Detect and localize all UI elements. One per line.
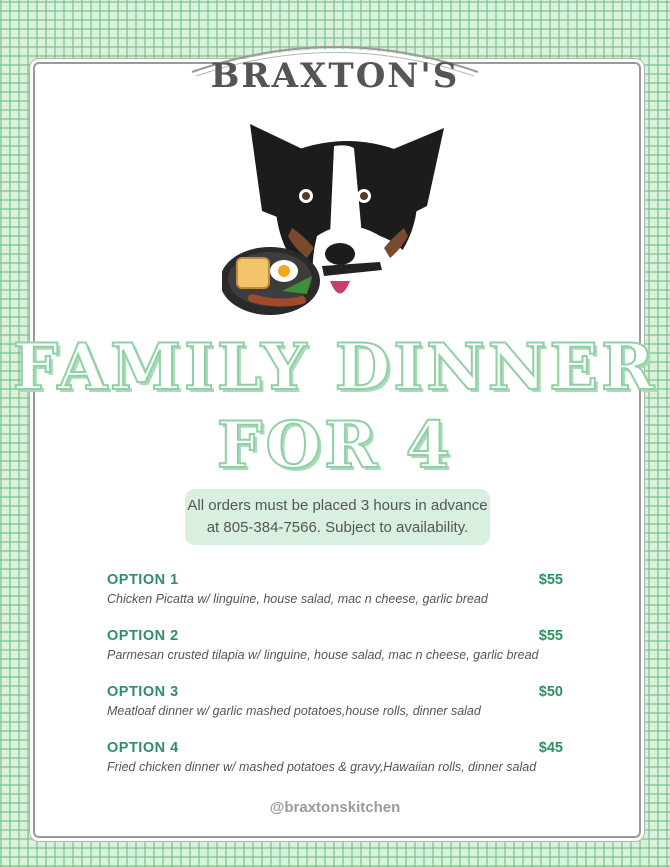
option-price: $55 — [538, 572, 563, 588]
option-title: OPTION 1 — [107, 572, 179, 588]
notice-line-1: All orders must be placed 3 hours in advance — [187, 497, 488, 514]
option-price: $55 — [538, 628, 563, 644]
option-description: Fried chicken dinner w/ mashed potatoes & gravy,Hawaiian rolls, dinner salad — [107, 760, 537, 774]
dog-with-skillet-icon — [222, 116, 452, 331]
headline-line-2: FOR 4 — [216, 408, 454, 483]
menu-option — [107, 684, 567, 740]
order-notice — [185, 489, 490, 545]
option-description: Chicken Picatta w/ linguine, house salad, mac n cheese, garlic bread — [107, 592, 488, 606]
option-title: OPTION 3 — [107, 684, 179, 700]
menu-option — [107, 628, 567, 684]
option-price: $50 — [538, 684, 563, 700]
option-description: Meatloaf dinner w/ garlic mashed potatoes,house rolls, dinner salad — [107, 704, 481, 718]
menu-options — [107, 572, 567, 796]
brand-text: BRAXTON'S — [210, 56, 460, 96]
brand-name — [0, 56, 670, 96]
notice-line-2: at 805-384-7566. Subject to availability. — [206, 519, 469, 536]
social-handle: @braxtonskitchen — [269, 799, 401, 816]
menu-option — [107, 572, 567, 628]
option-title: OPTION 2 — [107, 628, 179, 644]
headline-line-1: FAMILY DINNER — [12, 330, 658, 405]
option-title: OPTION 4 — [107, 740, 179, 756]
option-price: $45 — [538, 740, 563, 756]
option-description: Parmesan crusted tilapia w/ linguine, house salad, mac n cheese, garlic bread — [107, 648, 539, 662]
menu-option — [107, 740, 567, 796]
